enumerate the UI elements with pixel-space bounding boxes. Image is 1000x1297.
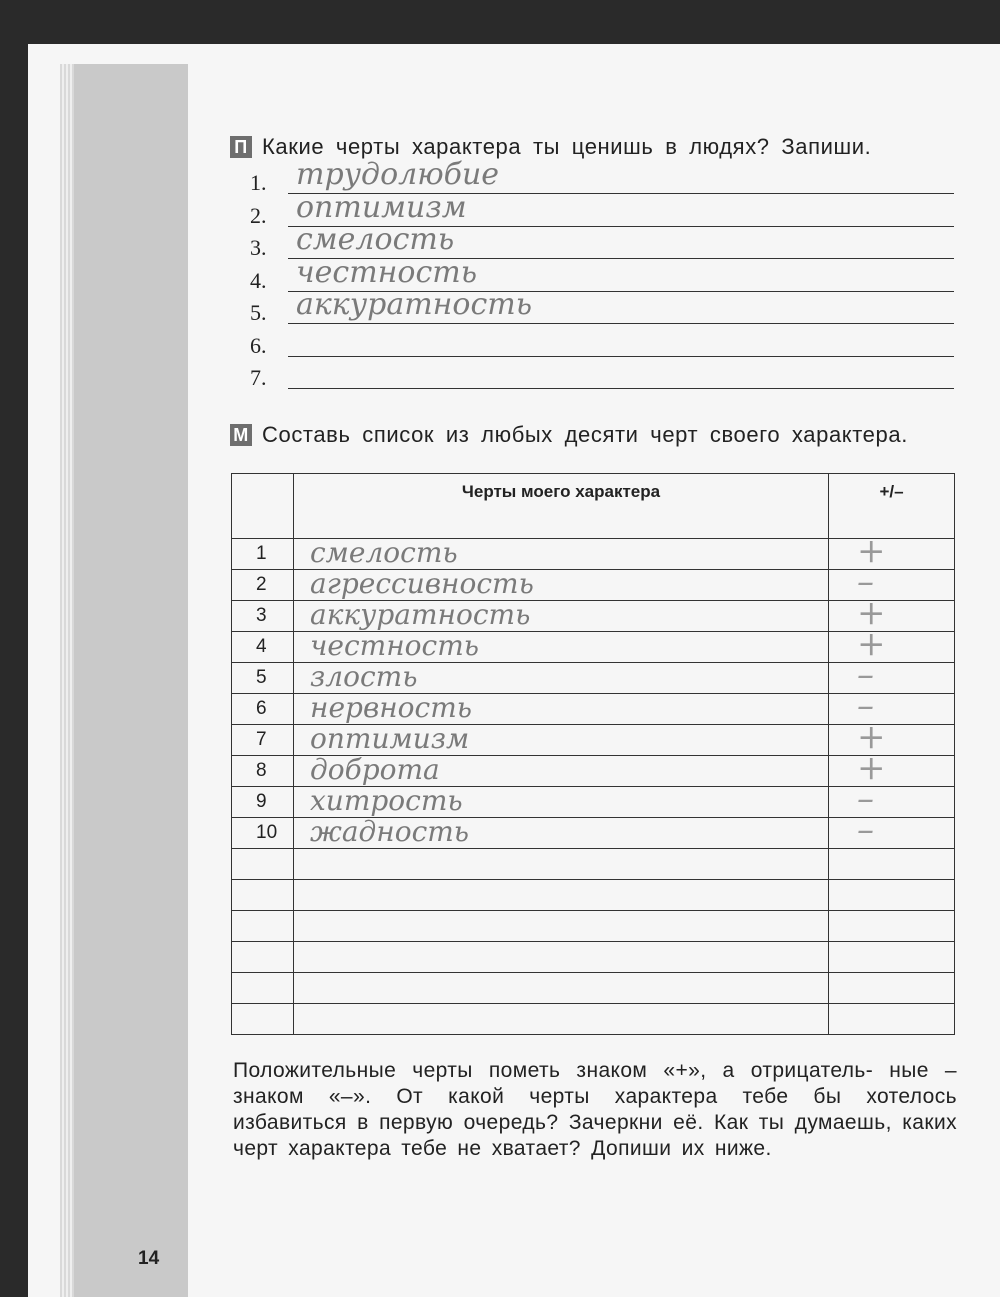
answer-line-item[interactable] [250,287,954,325]
sign-cell[interactable] [829,849,955,880]
sign-cell[interactable] [829,562,955,602]
handwritten-sign: – [857,686,874,726]
sign-cell[interactable] [829,531,955,571]
instructions-text: Положительные черты пометь знаком «+», а отрицатель- ные – знаком «–». От какой черты характера тебе бы хотелось избавиться в первую очередь? Зачеркни её. Как ты думаешь, каких черт характера тебе не хватает? Допиши их ниже. [233,1059,957,1160]
sign-cell[interactable] [829,779,955,819]
handwritten-trait: злость [310,660,418,693]
table-row [232,849,955,880]
table-row [232,942,955,973]
page-number: 14 [138,1248,160,1269]
table-header-row [232,474,955,539]
handwritten-answer: трудолюбие [296,157,500,192]
handwritten-sign: + [857,593,886,633]
handwritten-sign: – [857,779,874,819]
task-p-question: Какие черты характера ты ценишь в людях? Запиши. [262,134,872,159]
handwritten-sign: + [857,717,886,757]
table-row [232,911,955,942]
header-sign: +/– [829,474,955,539]
answer-number: 6. [250,332,267,358]
row-number: 9 [232,787,294,818]
trait-cell[interactable] [294,691,829,725]
table-row [232,725,955,756]
handwritten-trait: честность [310,629,479,662]
trait-cell[interactable] [294,911,829,942]
row-number [232,880,294,911]
table-row [232,601,955,632]
sign-cell[interactable] [829,686,955,726]
table-row [232,694,955,725]
header-num-cell [232,474,294,539]
table-row [232,973,955,1004]
sign-cell[interactable] [829,1004,955,1035]
sign-cell[interactable] [829,624,955,664]
handwritten-answer: честность [296,254,478,290]
handwritten-sign: + [857,748,886,788]
answer-number: 1. [250,170,267,195]
table-row [232,880,955,911]
handwritten-trait: агрессивность [310,567,534,600]
row-number [232,942,294,973]
sign-cell[interactable] [829,911,955,942]
row-number: 1 [232,539,294,570]
trait-cell[interactable] [294,942,829,973]
sign-cell[interactable] [829,880,955,911]
trait-cell[interactable] [294,722,829,756]
trait-cell[interactable] [294,784,829,818]
task-m-marker: М [230,424,252,446]
row-number: 8 [232,756,294,787]
handwritten-sign: – [857,655,874,695]
trait-cell[interactable] [294,815,829,849]
table-row [232,570,955,601]
answer-number: 7. [250,365,267,390]
answer-line-item[interactable] [250,357,954,389]
table-row [232,1004,955,1035]
margin-band [74,64,188,1297]
row-number: 4 [232,632,294,663]
header-traits: Черты моего характера [294,474,829,539]
handwritten-trait: нервность [310,691,473,724]
handwritten-sign: – [857,810,874,850]
row-number [232,911,294,942]
table-row [232,632,955,663]
sign-cell[interactable] [829,973,955,1004]
traits-table-body [232,531,955,1035]
answer-number: 3. [250,235,267,260]
handwritten-trait: доброта [310,753,440,786]
handwritten-answer: смелость [296,222,455,257]
handwritten-trait: оптимизм [310,722,470,755]
row-number [232,1004,294,1035]
handwritten-answer: оптимизм [296,189,467,225]
row-number: 6 [232,694,294,725]
table-row [232,756,955,787]
answer-number: 2. [250,202,267,228]
task-m-heading [230,422,908,448]
table-row [232,787,955,818]
handwritten-answer: аккуратность [296,287,533,322]
sign-cell[interactable] [829,717,955,757]
trait-cell[interactable] [294,629,829,663]
table-row [232,539,955,570]
handwritten-trait: хитрость [310,784,463,817]
traits-table [231,473,955,1035]
sign-cell[interactable] [829,748,955,788]
table-row [232,663,955,694]
sign-cell[interactable] [829,593,955,633]
row-number: 5 [232,663,294,694]
trait-cell[interactable] [294,849,829,880]
handwritten-sign: – [857,562,874,602]
answer-number: 5. [250,300,267,325]
trait-cell[interactable] [294,973,829,1004]
answer-rule [288,388,954,389]
row-number: 3 [232,601,294,632]
task-m-question: Составь список из любых десяти черт своего характера. [262,422,908,447]
row-number [232,973,294,1004]
answer-line-item[interactable] [250,325,954,357]
trait-cell[interactable] [294,567,829,601]
sign-cell[interactable] [829,810,955,850]
handwritten-trait: смелость [310,536,458,569]
row-number: 10 [232,818,294,849]
handwritten-sign: + [857,531,886,571]
sign-cell[interactable] [829,655,955,695]
trait-cell[interactable] [294,1004,829,1035]
handwritten-trait: аккуратность [310,598,531,631]
sign-cell[interactable] [829,942,955,973]
task-p-marker: П [230,136,252,158]
row-number: 2 [232,570,294,601]
handwritten-sign: + [857,624,886,664]
handwritten-trait: жадность [310,815,470,848]
row-number: 7 [232,725,294,756]
answer-number: 4. [250,267,267,293]
trait-cell[interactable] [294,880,829,911]
trait-cell[interactable] [294,753,829,787]
trait-cell[interactable] [294,598,829,632]
row-number [232,849,294,880]
trait-cell[interactable] [294,536,829,570]
page-edges [60,64,74,1297]
trait-cell[interactable] [294,660,829,694]
table-row [232,818,955,849]
